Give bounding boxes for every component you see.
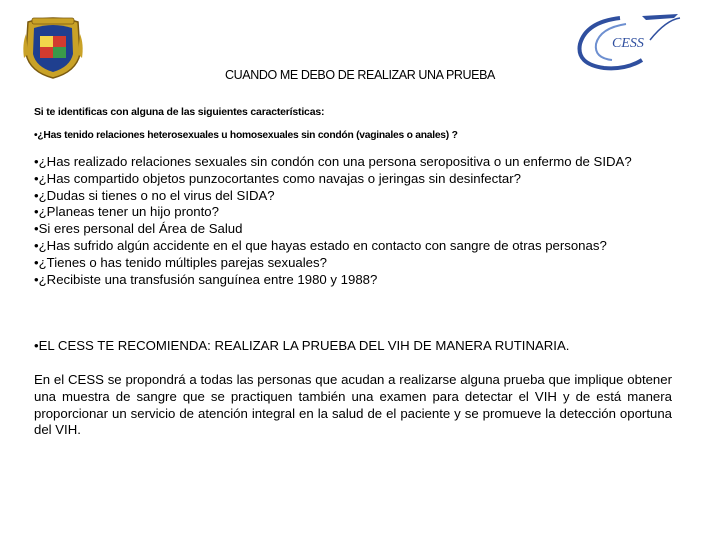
list-item: •¿Has sufrido algún accidente en el que hayas estado en contacto con sangre de otras personas? — [34, 237, 607, 253]
recommendation-text: •EL CESS TE RECOMIENDA: REALIZAR LA PRUEBA DEL VIH DE MANERA RUTINARIA. — [34, 338, 570, 353]
list-item: •¿Has realizado relaciones sexuales sin condón con una persona seropositiva o un enfermo de SIDA? — [34, 154, 632, 169]
list-item: •¿Has compartido objetos punzocortantes como navajas o jeringas sin desinfectar? — [34, 170, 521, 186]
cess-logo — [556, 10, 686, 76]
list-item: •¿Planeas tener un hijo pronto? — [34, 204, 219, 220]
page-title: CUANDO ME DEBO DE REALIZAR UNA PRUEBA — [225, 68, 495, 82]
intro-text: Si te identificas con alguna de las siguientes características: — [34, 106, 325, 118]
cess-logo-text: CESS — [612, 36, 644, 51]
info-paragraph: En el CESS se propondrá a todas las personas que acudan a realizarse alguna prueba que implique obtener una muestra de sangre que se practiquen también una examen para detectar el VIH y de está manera proporcionar un servicio de atención integral en la salud de el paciente y se promueve la detección oportuna del VIH. — [34, 372, 672, 438]
list-item: •¿Tienes o has tenido múltiples parejas sexuales? — [34, 254, 327, 270]
list-item: •¿Dudas si tienes o no el virus del SIDA? — [34, 187, 275, 203]
list-item: •¿Recibiste una transfusión sanguínea entre 1980 y 1988? — [34, 271, 378, 287]
list-item-condom: •¿Has tenido relaciones heterosexuales u homosexuales sin condón (vaginales o anales) ? — [34, 130, 458, 141]
list-item: •Si eres personal del Área de Salud — [34, 221, 243, 237]
question-list — [34, 154, 672, 288]
